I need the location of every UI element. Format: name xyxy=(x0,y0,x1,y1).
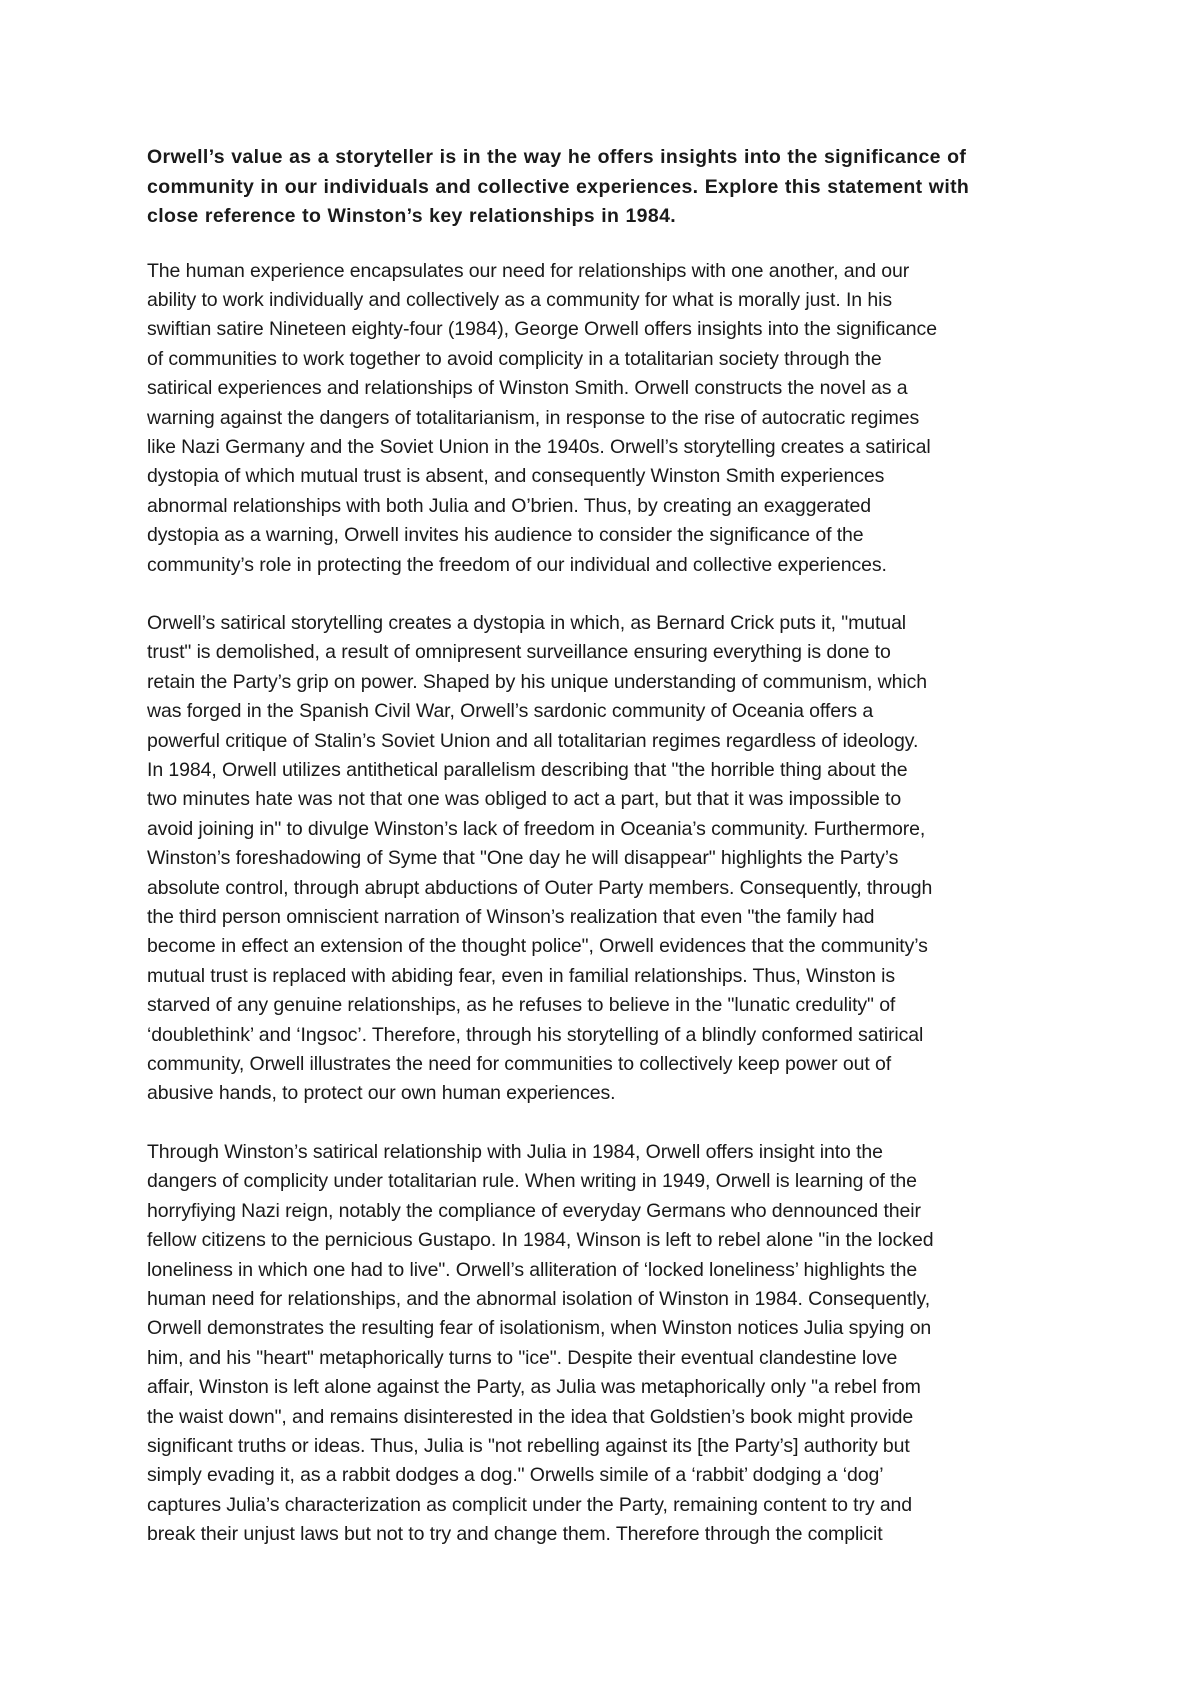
document-body xyxy=(147,143,1067,1579)
text-line: avoid joining in" to divulge Winston’s lack of freedom in Oceania’s community. Furthermore, xyxy=(147,817,926,840)
text-line: trust" is demolished, a result of omnipresent surveillance ensuring everything is done to xyxy=(147,641,891,664)
text-line: Orwell’s satirical storytelling creates a dystopia in which, as Bernard Crick puts it, "mutual xyxy=(147,611,907,634)
text-line: retain the Party’s grip on power. Shaped by his unique understanding of communism, which xyxy=(147,670,927,693)
text-line: dangers of complicity under totalitarian rule. When writing in 1949, Orwell is learning of the xyxy=(147,1170,917,1193)
text-line: horryfiying Nazi reign, notably the compliance of everyday Germans who dennounced their xyxy=(147,1199,921,1222)
text-line: absolute control, through abrupt abductions of Outer Party members. Consequently, through xyxy=(147,876,933,899)
text-line: captures Julia’s characterization as complicit under the Party, remaining content to try and xyxy=(147,1493,913,1516)
text-line: simply evading it, as a rabbit dodges a dog." Orwells simile of a ‘rabbit’ dodging a ‘dog’ xyxy=(147,1464,884,1487)
paragraph-body-1 xyxy=(147,609,1067,1109)
text-line: satirical experiences and relationships of Winston Smith. Orwell constructs the novel as a xyxy=(147,377,908,400)
text-line: human need for relationships, and the abnormal isolation of Winston in 1984. Consequently, xyxy=(147,1287,931,1310)
text-line: Winston’s foreshadowing of Syme that "One day he will disappear" highlights the Party’s xyxy=(147,847,899,870)
text-line: Through Winston’s satirical relationship with Julia in 1984, Orwell offers insight into the xyxy=(147,1140,883,1163)
text-line: warning against the dangers of totalitarianism, in response to the rise of autocratic regimes xyxy=(147,406,920,429)
text-line: two minutes hate was not that one was obliged to act a part, but that it was impossible to xyxy=(147,788,902,811)
text-line: abnormal relationships with both Julia and O’brien. Thus, by creating an exaggerated xyxy=(147,494,872,517)
paragraph-body-2 xyxy=(147,1138,1067,1550)
paragraph-introduction xyxy=(147,257,1067,580)
text-line: affair, Winston is left alone against the Party, as Julia was metaphorically only "a rebel from xyxy=(147,1376,921,1399)
text-line: mutual trust is replaced with abiding fear, even in familial relationships. Thus, Winston is xyxy=(147,964,896,987)
text-line: fellow citizens to the pernicious Gustapo. In 1984, Winson is left to rebel alone "in the locked xyxy=(147,1229,934,1252)
text-line: of communities to work together to avoid complicity in a totalitarian society through the xyxy=(147,347,882,370)
text-line: break their unjust laws but not to try and change them. Therefore through the complicit xyxy=(147,1523,883,1546)
text-line: ability to work individually and collectively as a community for what is morally just. In his xyxy=(147,288,892,311)
text-line: significant truths or ideas. Thus, Julia is "not rebelling against its [the Party’s] authority but xyxy=(147,1434,910,1457)
text-line: community’s role in protecting the freedom of our individual and collective experiences. xyxy=(147,553,887,576)
text-line: was forged in the Spanish Civil War, Orwell’s sardonic community of Oceania offers a xyxy=(147,700,874,723)
text-line: dystopia of which mutual trust is absent, and consequently Winston Smith experiences xyxy=(147,465,885,488)
text-line: Orwell demonstrates the resulting fear of isolationism, when Winston notices Julia spying on xyxy=(147,1317,932,1340)
text-line: powerful critique of Stalin’s Soviet Union and all totalitarian regimes regardless of ideology. xyxy=(147,729,919,752)
text-line: like Nazi Germany and the Soviet Union in the 1940s. Orwell’s storytelling creates a satirical xyxy=(147,435,931,458)
prompt-line: community in our individuals and collective experiences. Explore this statement with xyxy=(147,175,970,198)
text-line: community, Orwell illustrates the need for communities to collectively keep power out of xyxy=(147,1053,892,1076)
text-line: The human experience encapsulates our need for relationships with one another, and our xyxy=(147,259,910,282)
text-line: loneliness in which one had to live". Orwell’s alliteration of ‘locked loneliness’ highlights the xyxy=(147,1258,918,1281)
text-line: the waist down", and remains disinterested in the idea that Goldstien’s book might provide xyxy=(147,1405,914,1428)
essay-prompt xyxy=(147,143,1067,232)
text-line: In 1984, Orwell utilizes antithetical parallelism describing that "the horrible thing about the xyxy=(147,759,908,781)
text-line: become in effect an extension of the thought police", Orwell evidences that the community’s xyxy=(147,935,928,958)
text-line: dystopia as a warning, Orwell invites his audience to consider the significance of the xyxy=(147,524,864,547)
prompt-line: Orwell’s value as a storyteller is in the way he offers insights into the significance of xyxy=(147,146,967,168)
text-line: abusive hands, to protect our own human experiences. xyxy=(147,1082,616,1105)
text-line: the third person omniscient narration of Winson’s realization that even "the family had xyxy=(147,906,875,929)
text-line: ‘doublethink’ and ‘Ingsoc’. Therefore, through his storytelling of a blindly conformed satirical xyxy=(147,1023,924,1046)
text-line: swiftian satire Nineteen eighty-four (1984), George Orwell offers insights into the significance xyxy=(147,318,937,341)
text-line: him, and his "heart" metaphorically turns to "ice". Despite their eventual clandestine love xyxy=(147,1346,898,1369)
text-line: starved of any genuine relationships, as he refuses to believe in the "lunatic credulity" of xyxy=(147,994,896,1017)
prompt-line: close reference to Winston’s key relationships in 1984. xyxy=(147,205,677,227)
